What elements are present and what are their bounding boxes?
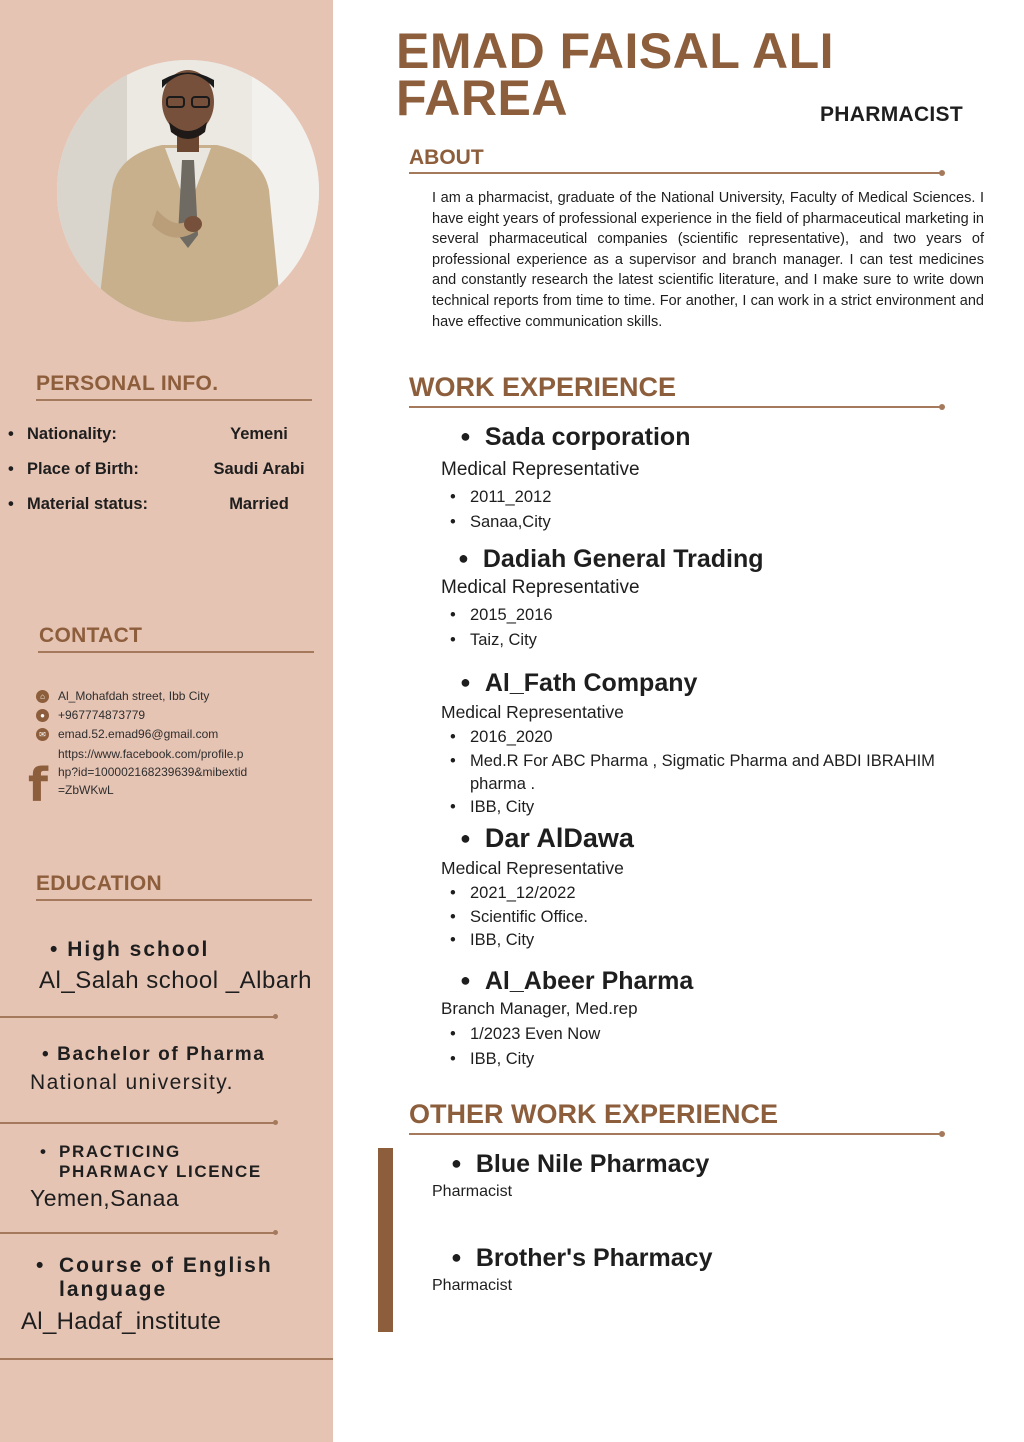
company-name: Dadiah General Trading (482, 545, 764, 573)
detail-text: Sanaa,City (470, 513, 551, 531)
profile-photo (57, 60, 319, 322)
detail-text: 2015_2016 (470, 606, 553, 624)
job-company (458, 545, 764, 574)
education-title: • Bachelor of Pharma (42, 1044, 266, 1065)
company-name: Al_Abeer Pharma (484, 967, 694, 995)
candidate-name: EMAD FAISAL ALI FAREA (396, 23, 835, 126)
job-detail: • IBB, City (450, 929, 990, 952)
education-institution: National university. (30, 1071, 234, 1094)
contact-divider (38, 651, 314, 653)
education-title: • (36, 1254, 46, 1277)
person-photo-illustration (57, 60, 319, 322)
home-icon: ⌂ (36, 690, 49, 703)
education-separator (0, 1016, 275, 1018)
detail-text: 2016_2020 (470, 728, 553, 746)
job-detail: • IBB, City (450, 1048, 990, 1071)
education-title: • (40, 1142, 48, 1161)
job-detail: • Taiz, City (450, 629, 990, 652)
info-value: Married (229, 495, 289, 513)
personal-info-divider (36, 399, 312, 401)
job-detail: • Scientific Office. (450, 906, 990, 929)
company-name: Brother's Pharmacy (475, 1244, 713, 1272)
job-company (460, 823, 634, 854)
job-detail: • 1/2023 Even Now (450, 1023, 990, 1046)
education-end-divider (0, 1358, 333, 1360)
company-name: Al_Fath Company (484, 669, 698, 697)
job-company (460, 423, 690, 452)
detail-text: 2021_12/2022 (470, 884, 576, 902)
info-row-nationality (8, 425, 318, 449)
info-row-birthplace (8, 460, 318, 484)
company-name: Blue Nile Pharmacy (475, 1150, 710, 1178)
info-value: Saudi Arabi (213, 460, 305, 478)
job-detail: • Med.R For ABC Pharma , Sigmatic Pharma and ABDI IBRAHIM pharma . (450, 750, 990, 796)
bullet: ● (451, 1247, 462, 1267)
job-detail: • 2021_12/2022 (450, 882, 990, 905)
bullet: ● (458, 548, 469, 568)
job-detail: • Sanaa,City (450, 511, 990, 534)
detail-text: Taiz, City (470, 631, 537, 649)
facebook-icon: f (28, 758, 49, 812)
bullet: ● (460, 426, 471, 446)
contact-heading: CONTACT (39, 624, 143, 647)
detail-text: IBB, City (470, 1050, 535, 1068)
about-heading: ABOUT (409, 146, 484, 169)
info-label: Material status: (27, 495, 149, 513)
accent-bar (378, 1148, 393, 1332)
education-separator (0, 1232, 275, 1234)
info-label: Place of Birth: (27, 460, 139, 478)
other-job-company (451, 1150, 709, 1179)
info-label: Nationality: (27, 425, 117, 443)
job-role: Medical Representative (441, 577, 640, 598)
personal-info-heading: PERSONAL INFO. (36, 372, 219, 395)
user-icon: ● (36, 709, 49, 722)
education-title-text: Course of English language (59, 1254, 273, 1301)
job-role: Medical Representative (441, 459, 640, 480)
email-icon: ✉ (36, 728, 49, 741)
detail-text: Scientific Office. (470, 908, 588, 926)
work-experience-divider (409, 406, 942, 408)
bullet: • (8, 425, 14, 443)
about-divider (409, 172, 942, 174)
bullet: • (8, 495, 14, 513)
job-company (460, 967, 693, 996)
bullet: ● (460, 970, 471, 990)
info-row-marital-status (8, 495, 318, 519)
other-job-role: Pharmacist (432, 1277, 513, 1294)
other-work-experience-heading: OTHER WORK EXPERIENCE (409, 1099, 779, 1129)
education-institution: Al_Hadaf_institute (21, 1308, 222, 1335)
other-work-experience-divider (409, 1133, 942, 1135)
education-institution: Al_Salah school _Albarh (39, 967, 313, 994)
detail-text: Med.R For ABC Pharma , Sigmatic Pharma and ABDI IBRAHIM pharma . (470, 752, 935, 793)
other-job-company (451, 1244, 712, 1273)
other-job-role: Pharmacist (432, 1183, 513, 1200)
address-text: Al_Mohafdah street, Ibb City (58, 689, 210, 703)
bullet: ● (451, 1153, 462, 1173)
phone-text[interactable]: +967774873779 (58, 708, 146, 722)
education-title-text: High school (67, 938, 210, 961)
job-detail: • 2016_2020 (450, 726, 990, 749)
detail-text: 1/2023 Even Now (470, 1025, 601, 1043)
job-role: Medical Representative (441, 858, 624, 878)
work-experience-heading: WORK EXPERIENCE (409, 372, 677, 402)
education-title: • High school (50, 938, 210, 961)
job-company (460, 669, 697, 698)
education-title-text: PRACTICING PHARMACY LICENCE (59, 1142, 262, 1181)
bullet: • (8, 460, 14, 478)
education-separator (0, 1122, 275, 1124)
education-heading: EDUCATION (36, 872, 162, 895)
job-detail: • 2015_2016 (450, 604, 990, 627)
bullet: ● (460, 672, 471, 692)
job-role: Branch Manager, Med.rep (441, 999, 638, 1018)
company-name: Dar AlDawa (484, 823, 634, 853)
job-role: Medical Representative (441, 702, 624, 722)
detail-text: IBB, City (470, 798, 535, 816)
detail-text: 2011_2012 (470, 488, 552, 506)
email-link[interactable]: emad.52.emad96@gmail.com (58, 727, 219, 741)
bullet: ● (460, 828, 471, 848)
facebook-link[interactable]: https://www.facebook.com/profile.php?id=100002168239639&mibextid=ZbWKwL (58, 747, 248, 798)
job-detail: • IBB, City (450, 796, 990, 819)
job-title: PHARMACIST (820, 103, 963, 126)
education-divider (36, 899, 312, 901)
detail-text: IBB, City (470, 931, 535, 949)
about-text: I am a pharmacist, graduate of the National University, Faculty of Medical Sciences. I have eight years of professional experience in the field of pharmaceutical marketing in several pharmaceutical companies (scientific representative), and two years of professional experience as a supervisor and branch manager. I can test medicines and constantly research the latest scientific literature, and I make sure to write down technical reports from time to time. For another, I can work in a strict environment and have effective communication skills. (432, 190, 984, 330)
company-name: Sada corporation (484, 423, 691, 451)
job-detail: • 2011_2012 (450, 486, 990, 509)
education-title-text: Bachelor of Pharma (57, 1044, 266, 1065)
education-institution: Yemen,Sanaa (30, 1185, 180, 1211)
info-value: Yemeni (230, 425, 288, 443)
